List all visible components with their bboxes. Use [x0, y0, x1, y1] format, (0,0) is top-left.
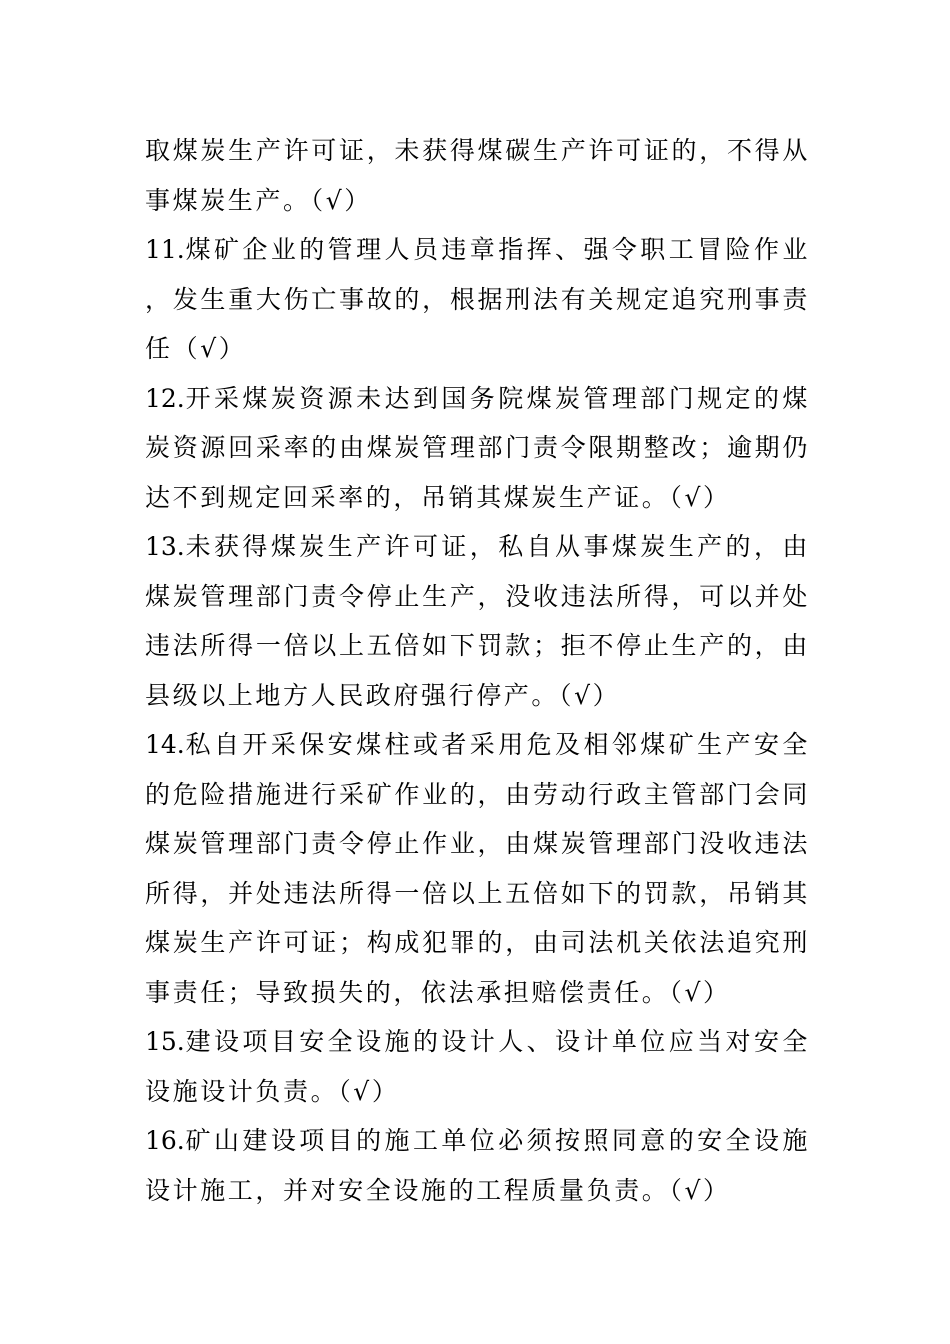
question-text: 私自开采保安煤柱或者采用危及相邻煤矿生产安全的危险措施进行采矿作业的，由劳动行政主管部门会同煤炭管理部门责令停止作业，由煤炭管理部门没收违法所得，并处违法所得一倍以上五倍如下的罚款，吊销其煤炭生产许可证；构成犯罪的，由司法机关依法追究刑事责任；导致损失的，依法承担赔偿责任。（√） — [145, 730, 810, 1007]
document-page — [145, 126, 810, 1215]
question-13 — [145, 522, 810, 720]
paragraph-continuation — [145, 126, 810, 225]
question-text: 建设项目安全设施的设计人、设计单位应当对安全设施设计负责。（√） — [145, 1027, 810, 1106]
question-text: 未获得煤炭生产许可证，私自从事煤炭生产的，由煤炭管理部门责令停止生产，没收违法所得，可以并处违法所得一倍以上五倍如下罚款；拒不停止生产的，由县级以上地方人民政府强行停产。（√） — [145, 532, 810, 710]
question-16 — [145, 1116, 810, 1215]
question-text: 矿山建设项目的施工单位必须按照同意的安全设施设计施工，并对安全设施的工程质量负责。（√） — [145, 1126, 810, 1205]
question-number: 13. — [145, 532, 185, 561]
question-number: 15. — [145, 1027, 185, 1056]
question-12 — [145, 374, 810, 523]
question-text: 煤矿企业的管理人员违章指挥、强令职工冒险作业，发生重大伤亡事故的，根据刑法有关规定追究刑事责任（√） — [145, 235, 810, 363]
question-number: 11. — [145, 235, 185, 264]
question-text: 开采煤炭资源未达到国务院煤炭管理部门规定的煤炭资源回采率的由煤炭管理部门责令限期整改；逾期仍达不到规定回采率的，吊销其煤炭生产证。（√） — [145, 383, 810, 512]
question-number: 16. — [145, 1126, 185, 1155]
question-11 — [145, 225, 810, 374]
question-14 — [145, 720, 810, 1017]
question-number: 12. — [145, 383, 185, 413]
question-number: 14. — [145, 730, 185, 759]
paragraph-text: 取煤炭生产许可证，未获得煤碳生产许可证的，不得从事煤炭生产。（√） — [145, 136, 810, 215]
question-15 — [145, 1017, 810, 1116]
